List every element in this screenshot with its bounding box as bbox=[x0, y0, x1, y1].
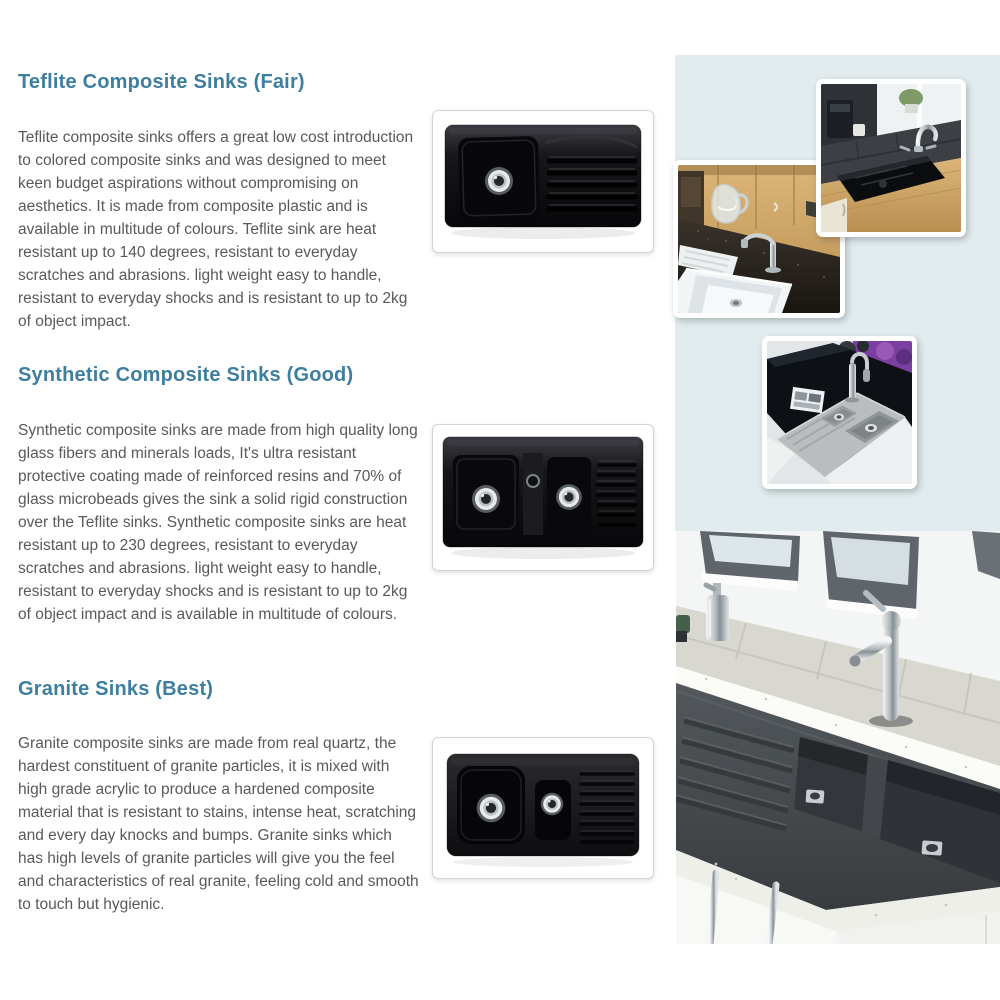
photo-granite-double-sink-large bbox=[676, 531, 1000, 944]
synthetic-sink-illustration bbox=[433, 425, 653, 570]
product-image-granite-sink bbox=[432, 737, 654, 879]
granite-sink-illustration bbox=[433, 738, 653, 878]
section-body-teflite: Teflite composite sinks offers a great low cost introduction to colored composite sinks and was designed to meet keen budget aspirations without compromising on aesthetics. It is made from composite plastic and is available in multitude of colours. Teflite sink are heat resistant up to 140 degrees, resistant to everyday scratches and abrasions. light weight easy to handle, resistant to everyday shocks and is resistant to up to 2kg of object impact. bbox=[18, 129, 414, 330]
product-image-teflite-sink bbox=[432, 110, 654, 253]
granite-double-sink-scene bbox=[676, 531, 1000, 944]
section-heading-granite: Granite Sinks (Best) bbox=[18, 678, 214, 700]
section-heading-teflite: Teflite Composite Sinks (Fair) bbox=[18, 71, 305, 93]
grey-composite-sink-scene bbox=[767, 341, 912, 484]
photo-black-sink-wood-counter bbox=[816, 79, 966, 237]
photo-grey-composite-sink bbox=[762, 336, 917, 489]
teflite-sink-illustration bbox=[433, 111, 653, 252]
black-sink-wood-counter-scene bbox=[821, 84, 961, 232]
section-body-synthetic: Synthetic composite sinks are made from high quality long glass fibers and minerals loads, It's ultra resistant protective coating made of reinforced resins and 70% of glass microbeads gives the sink a solid rigid construction over the Teflite sinks. Synthetic composite sinks are heat resistant up to 230 degrees, resistant to everyday scratches and abrasions. light weight easy to handle, resistant to everyday shocks and is resistant to up to 2kg of object impact and is available in multitude of colours. bbox=[18, 422, 418, 623]
section-body-granite: Granite composite sinks are made from real quartz, the hardest constituent of granite particles, it is mixed with high grade acrylic to produce a hardened composite material that is resistant to stains, intense heat, scratching and every day knocks and bumps. Granite sinks which has high levels of granite particles will give you the feel and characteristics of real granite, feeling cold and smooth to touch but hygienic. bbox=[18, 735, 419, 913]
section-heading-synthetic: Synthetic Composite Sinks (Good) bbox=[18, 364, 354, 386]
product-image-synthetic-sink bbox=[432, 424, 654, 571]
